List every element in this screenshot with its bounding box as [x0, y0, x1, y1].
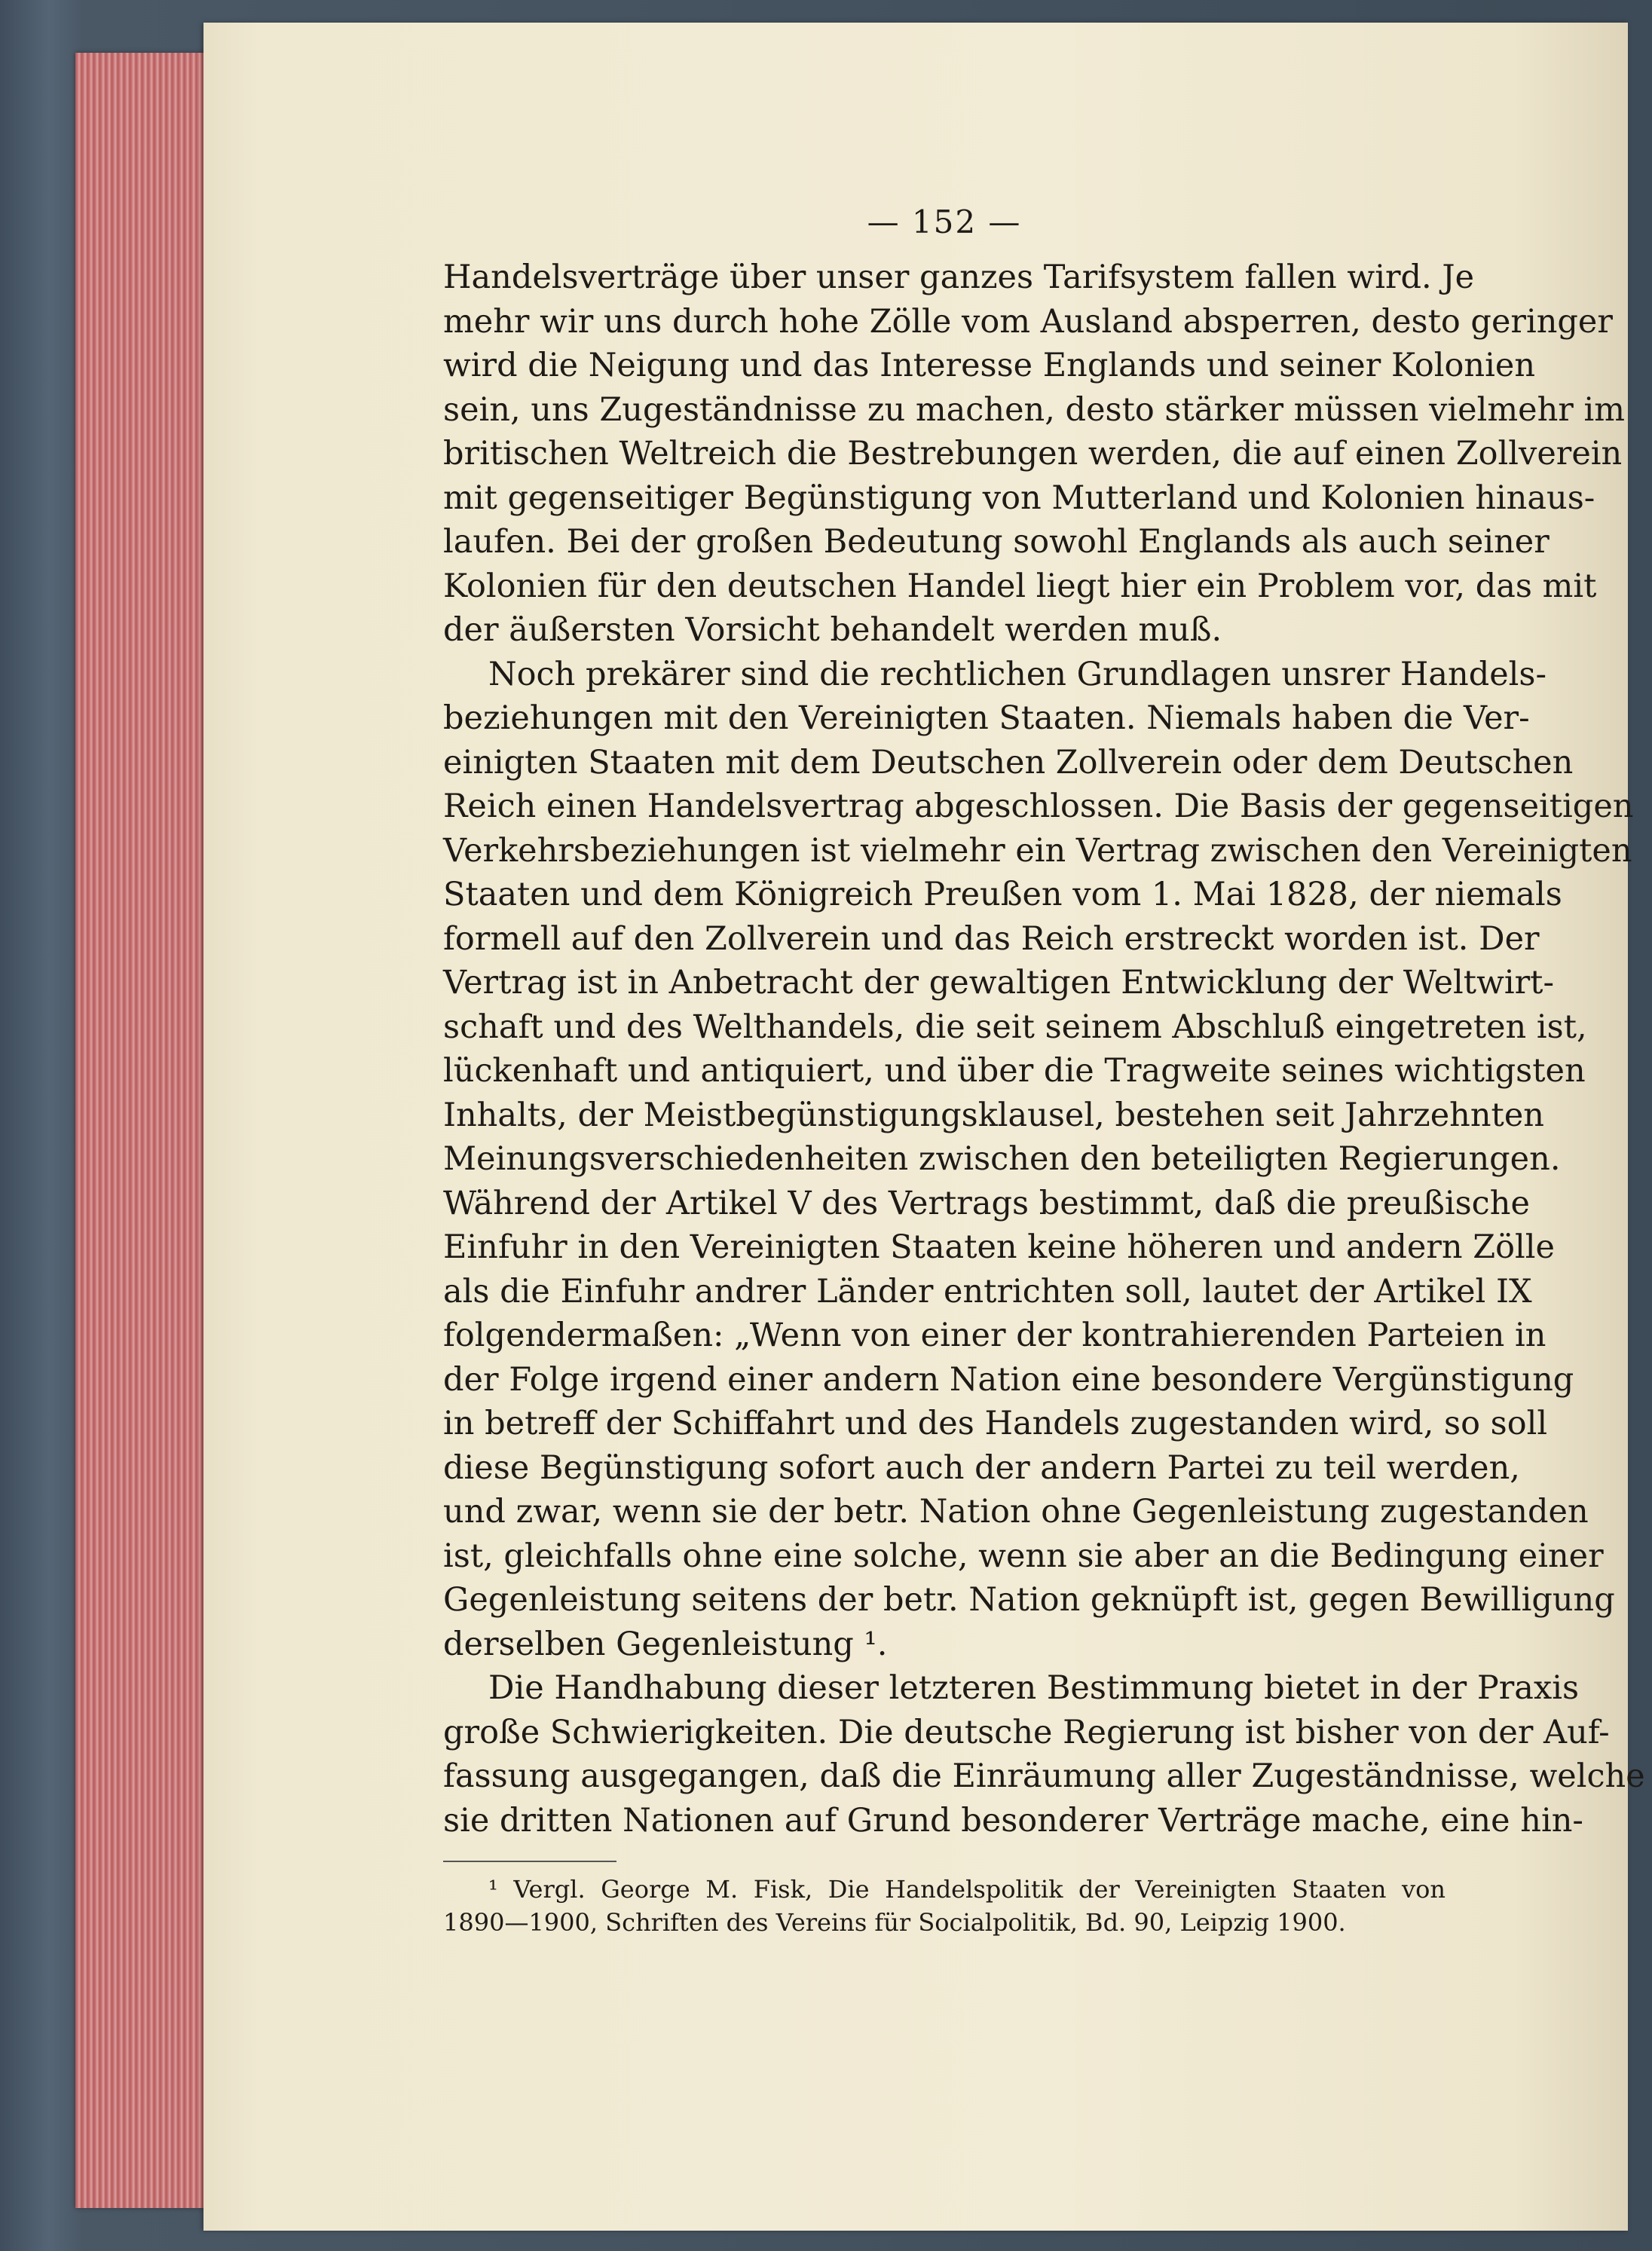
text-line: in betreff der Schiffahrt und des Handels zugestanden wird, so soll [443, 1405, 1548, 1442]
text-line: formell auf den Zollverein und das Reich erstreckt worden ist. Der [443, 919, 1540, 958]
footnote-line: ¹ Vergl. George M. Fisk, Die Handelspolitik der Vereinigten Staaten von [488, 1875, 1446, 1904]
text-line: sein, uns Zugeständnisse zu machen, desto stärker müssen vielmehr im [443, 390, 1626, 429]
text-line: Staaten und dem Königreich Preußen vom 1. Mai 1828, der niemals [443, 876, 1562, 913]
text-line: Einfuhr in den Vereinigten Staaten keine höheren und andern Zölle [443, 1228, 1555, 1266]
text-line: folgendermaßen: „Wenn von einer der kontrahierenden Parteien in [443, 1317, 1546, 1354]
text-line: große Schwierigkeiten. Die deutsche Regierung ist bisher von der Auf- [443, 1713, 1610, 1751]
body-text [443, 255, 1645, 1843]
text-line: Handelsverträge über unser ganzes Tarifsystem fallen wird. Je [443, 258, 1475, 296]
page-number: — 152 — [867, 203, 1022, 240]
text-line: Verkehrsbeziehungen ist vielmehr ein Vertrag zwischen den Vereinigten [443, 831, 1632, 870]
text-line: Noch prekärer sind die rechtlichen Grundlagen unsrer Handels- [488, 655, 1547, 693]
footnote-line: 1890—1900, Schriften des Vereins für Socialpolitik, Bd. 90, Leipzig 1900. [443, 1908, 1346, 1937]
text-line: der Folge irgend einer andern Nation eine besondere Vergünstigung [443, 1360, 1574, 1399]
text-line: der äußersten Vorsicht behandelt werden muß. [443, 611, 1222, 649]
text-line: einigten Staaten mit dem Deutschen Zollverein oder dem Deutschen [443, 743, 1574, 781]
text-line: beziehungen mit den Vereinigten Staaten. Niemals haben die Ver- [443, 699, 1530, 737]
text-line: als die Einfuhr andrer Länder entrichten soll, lautet der Artikel IX [443, 1272, 1532, 1311]
page-edges [75, 53, 219, 2208]
text-line: Die Handhabung dieser letzteren Bestimmung bietet in der Praxis [488, 1669, 1580, 1707]
text-line: Kolonien für den deutschen Handel liegt hier ein Problem vor, das mit [443, 567, 1597, 605]
text-line: diese Begünstigung sofort auch der andern Partei zu teil werden, [443, 1448, 1520, 1487]
text-line: ist, gleichfalls ohne eine solche, wenn sie aber an die Bedingung einer [443, 1537, 1604, 1575]
text-line: lückenhaft und antiquiert, und über die Tragweite seines wichtigsten [443, 1052, 1586, 1090]
text-line: Inhalts, der Meistbegünstigungsklausel, bestehen seit Jahrzehnten [443, 1096, 1544, 1134]
text-line: Meinungsverschiedenheiten zwischen den beteiligten Regierungen. [443, 1140, 1561, 1178]
text-line: schaft und des Welthandels, die seit seinem Abschluß eingetreten ist, [443, 1008, 1587, 1046]
text-line: und zwar, wenn sie der betr. Nation ohne Gegenleistung zugestanden [443, 1493, 1589, 1531]
text-line: wird die Neigung und das Interesse Englands und seiner Kolonien [443, 347, 1536, 384]
text-line: britischen Weltreich die Bestrebungen werden, die auf einen Zollverein [443, 435, 1623, 473]
footnote-rule [443, 1861, 616, 1862]
footnotes [443, 1873, 1446, 1939]
text-line: laufen. Bei der großen Bedeutung sowohl Englands als auch seiner [443, 523, 1550, 561]
text-line: mit gegenseitiger Begünstigung von Mutterland und Kolonien hinaus- [443, 479, 1595, 517]
text-line: Reich einen Handelsvertrag abgeschlossen. Die Basis der gegenseitigen [443, 788, 1634, 825]
text-line: sie dritten Nationen auf Grund besonderer Verträge mache, eine hin- [443, 1801, 1583, 1840]
text-line: mehr wir uns durch hohe Zölle vom Ausland absperren, desto geringer [443, 302, 1613, 341]
text-line: fassung ausgegangen, daß die Einräumung aller Zugeständnisse, welche [443, 1757, 1645, 1795]
text-line: Gegenleistung seitens der betr. Nation geknüpft ist, gegen Bewilligung [443, 1581, 1615, 1619]
text-line: Vertrag ist in Anbetracht der gewaltigen Entwicklung der Weltwirt- [443, 964, 1554, 1002]
text-line: derselben Gegenleistung ¹. [443, 1625, 888, 1663]
page-text [443, 203, 1645, 1939]
text-line: Während der Artikel V des Vertrags bestimmt, daß die preußische [443, 1184, 1530, 1222]
